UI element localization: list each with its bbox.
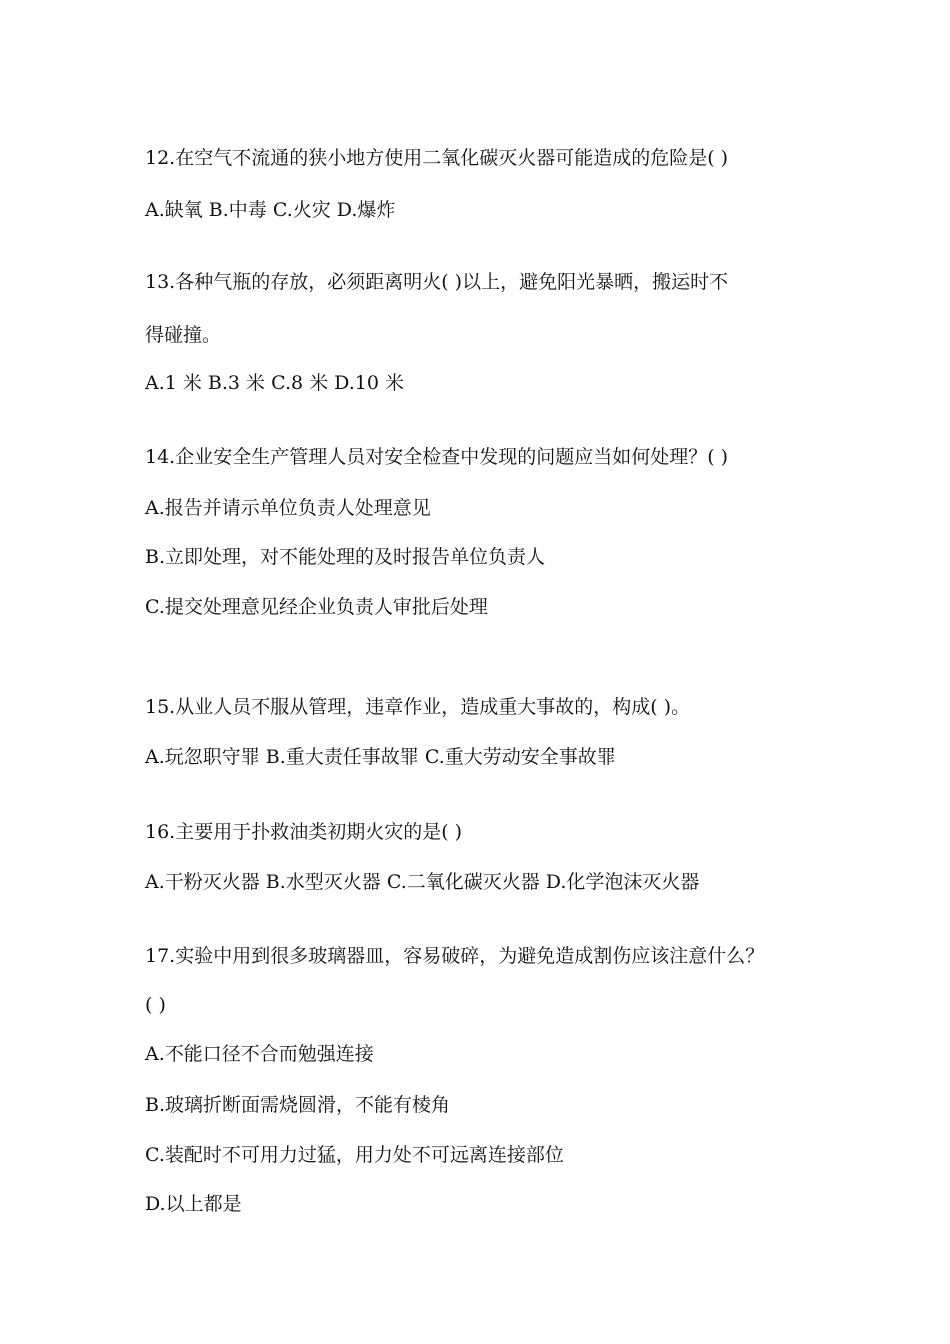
question-14-option-a: A.报告并请示单位负责人处理意见 — [145, 497, 431, 519]
question-17-option-d: D.以上都是 — [145, 1193, 242, 1215]
question-15-stem: 15.从业人员不服从管理，违章作业，造成重大事故的，构成( )。 — [145, 696, 691, 718]
question-17-option-c: C.装配时不可用力过猛，用力处不可远离连接部位 — [145, 1144, 564, 1166]
question-16-options: A.干粉灭火器 B.水型灭火器 C.二氧化碳灭火器 D.化学泡沫灭火器 — [145, 871, 700, 893]
question-17-stem-line1: 17.实验中用到很多玻璃器皿，容易破碎，为避免造成割伤应该注意什么？ — [145, 945, 765, 967]
question-12-stem: 12.在空气不流通的狭小地方使用二氧化碳灭火器可能造成的危险是( ) — [145, 147, 729, 169]
question-13-stem-line2: 得碰撞。 — [145, 324, 222, 346]
question-12-options: A.缺氧 B.中毒 C.火灾 D.爆炸 — [145, 199, 396, 221]
question-14-option-c: C.提交处理意见经企业负责人审批后处理 — [145, 596, 488, 618]
question-13-options: A.1 米 B.3 米 C.8 米 D.10 米 — [145, 372, 404, 394]
question-14-stem: 14.企业安全生产管理人员对安全检查中发现的问题应当如何处理？( ) — [145, 446, 729, 468]
question-17-stem-line2: ( ) — [145, 994, 166, 1016]
question-17-option-a: A.不能口径不合而勉强连接 — [145, 1043, 374, 1065]
question-13-stem-line1: 13.各种气瓶的存放，必须距离明火( )以上，避免阳光暴晒，搬运时不 — [145, 271, 729, 293]
question-17-option-b: B.玻璃折断面需烧圆滑，不能有棱角 — [145, 1094, 451, 1116]
question-14-option-b: B.立即处理，对不能处理的及时报告单位负责人 — [145, 546, 546, 568]
question-16-stem: 16.主要用于扑救油类初期火灾的是( ) — [145, 821, 463, 843]
question-15-options: A.玩忽职守罪 B.重大责任事故罪 C.重大劳动安全事故罪 — [145, 746, 616, 768]
